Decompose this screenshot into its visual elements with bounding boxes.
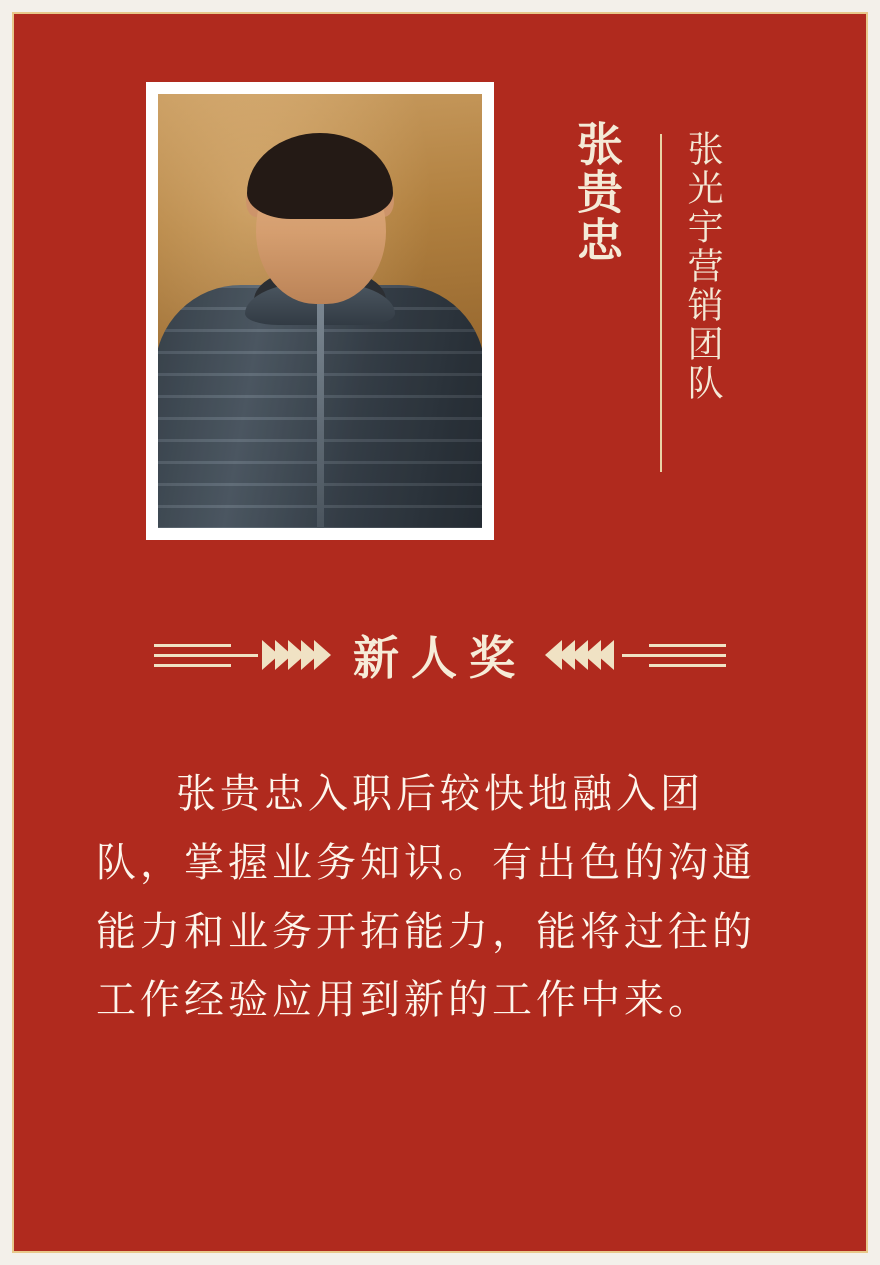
header-section (0, 60, 880, 580)
deco-lines-right (622, 644, 726, 667)
name-divider (660, 134, 662, 472)
name-block (560, 120, 820, 540)
portrait-photo (158, 94, 482, 528)
chevrons-left-icon (549, 640, 614, 670)
award-ornament-right (549, 640, 726, 670)
frame-edge-top (0, 0, 880, 12)
portrait-zipper (317, 294, 324, 528)
frame-edge-bottom (0, 1253, 880, 1265)
person-name: 张贵忠 (571, 120, 623, 264)
portrait-photo-frame (146, 82, 494, 540)
award-title: 新人奖 (353, 632, 527, 684)
chevrons-right-icon (266, 640, 331, 670)
award-banner (0, 600, 880, 710)
deco-lines-left (154, 644, 258, 667)
person-team: 张光宇营销团队 (683, 130, 725, 403)
award-ornament-left (154, 640, 331, 670)
award-description: 张贵忠入职后较快地融入团队，掌握业务知识。有出色的沟通能力和业务开拓能力，能将过往的工作经验应用到新的工作中来。 (96, 772, 756, 1023)
